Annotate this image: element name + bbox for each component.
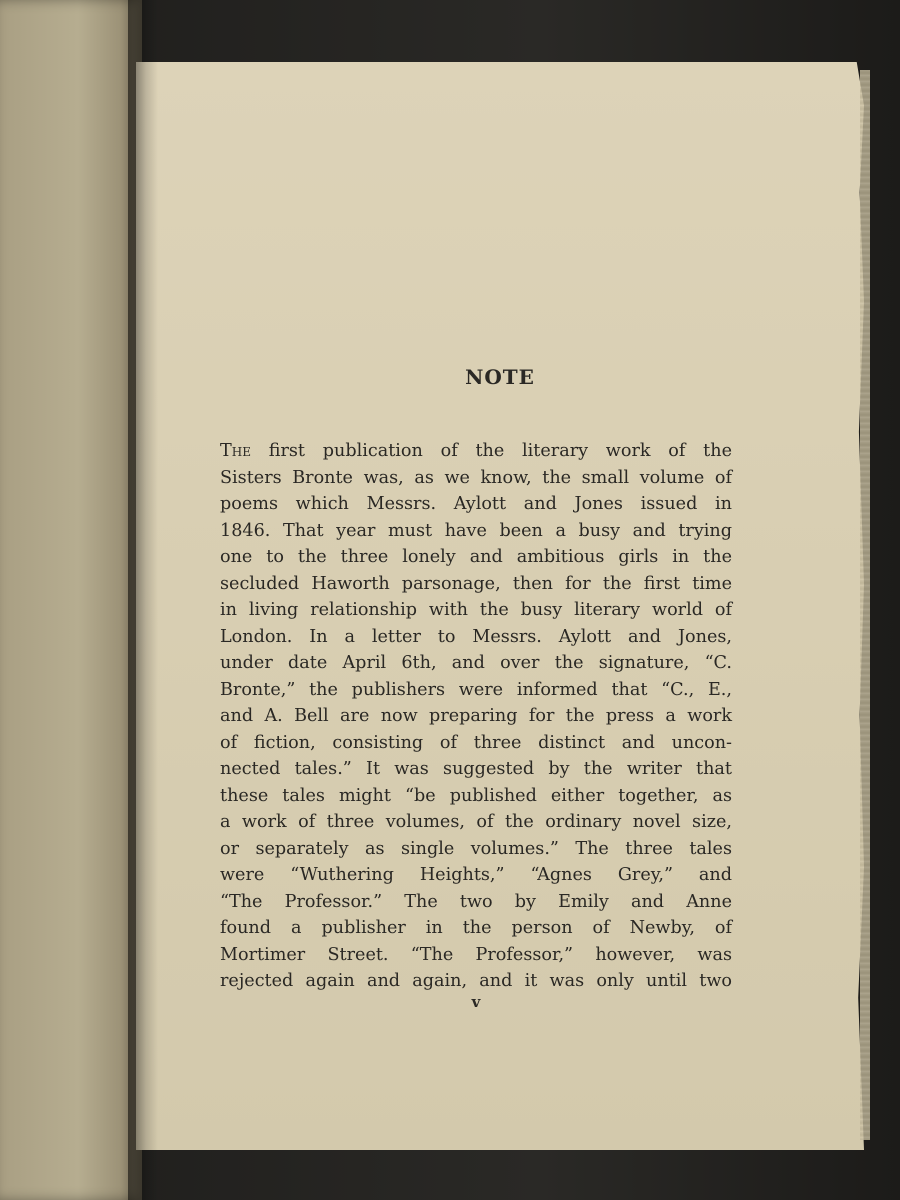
text-line: or separately as single volumes.” The three tales — [220, 838, 732, 859]
text-line: found a publisher in the person of Newby, of — [220, 918, 732, 938]
text-line — [220, 438, 732, 465]
text-line: 1846. That year must have been a busy and trying — [220, 520, 732, 541]
body-text — [220, 438, 732, 995]
text-line: and A. Bell are now preparing for the press a work — [220, 706, 732, 726]
gutter-shadow — [128, 0, 158, 1200]
text-line: “The Professor.” The two by Emily and Anne — [220, 891, 732, 912]
text-line: nected tales.” It was suggested by the writer that — [220, 759, 732, 779]
text-line: Bronte,” the publishers were informed that “C., E., — [220, 679, 732, 700]
text-line: London. In a letter to Messrs. Aylott and Jones, — [220, 626, 732, 647]
text-line: were “Wuthering Heights,” “Agnes Grey,” and — [220, 865, 732, 885]
text-line: these tales might “be published either together, as — [220, 785, 732, 806]
text-line: secluded Haworth parsonage, then for the first time — [220, 573, 732, 594]
text-line: a work of three volumes, of the ordinary novel size, — [220, 812, 732, 832]
text-line: in living relationship with the busy literary world of — [220, 600, 732, 620]
left-page — [0, 0, 142, 1200]
text-line: under date April 6th, and over the signature, “C. — [220, 653, 732, 673]
page-number: v — [471, 993, 481, 1011]
text-line: rejected again and again, and it was only until two — [220, 971, 732, 991]
text-line: of fiction, consisting of three distinct and uncon- — [220, 732, 732, 753]
text-line: one to the three lonely and ambitious girls in the — [220, 547, 732, 567]
text-line: Sisters Bronte was, as we know, the small volume of — [220, 467, 732, 488]
first-word: The — [220, 441, 251, 461]
text-line: Mortimer Street. “The Professor,” however, was — [220, 944, 732, 965]
page-edge — [860, 70, 870, 1140]
line-text: first publication of the literary work of the — [250, 441, 732, 461]
text-line: poems which Messrs. Aylott and Jones issued in — [220, 494, 732, 514]
page-title: NOTE — [465, 365, 535, 389]
